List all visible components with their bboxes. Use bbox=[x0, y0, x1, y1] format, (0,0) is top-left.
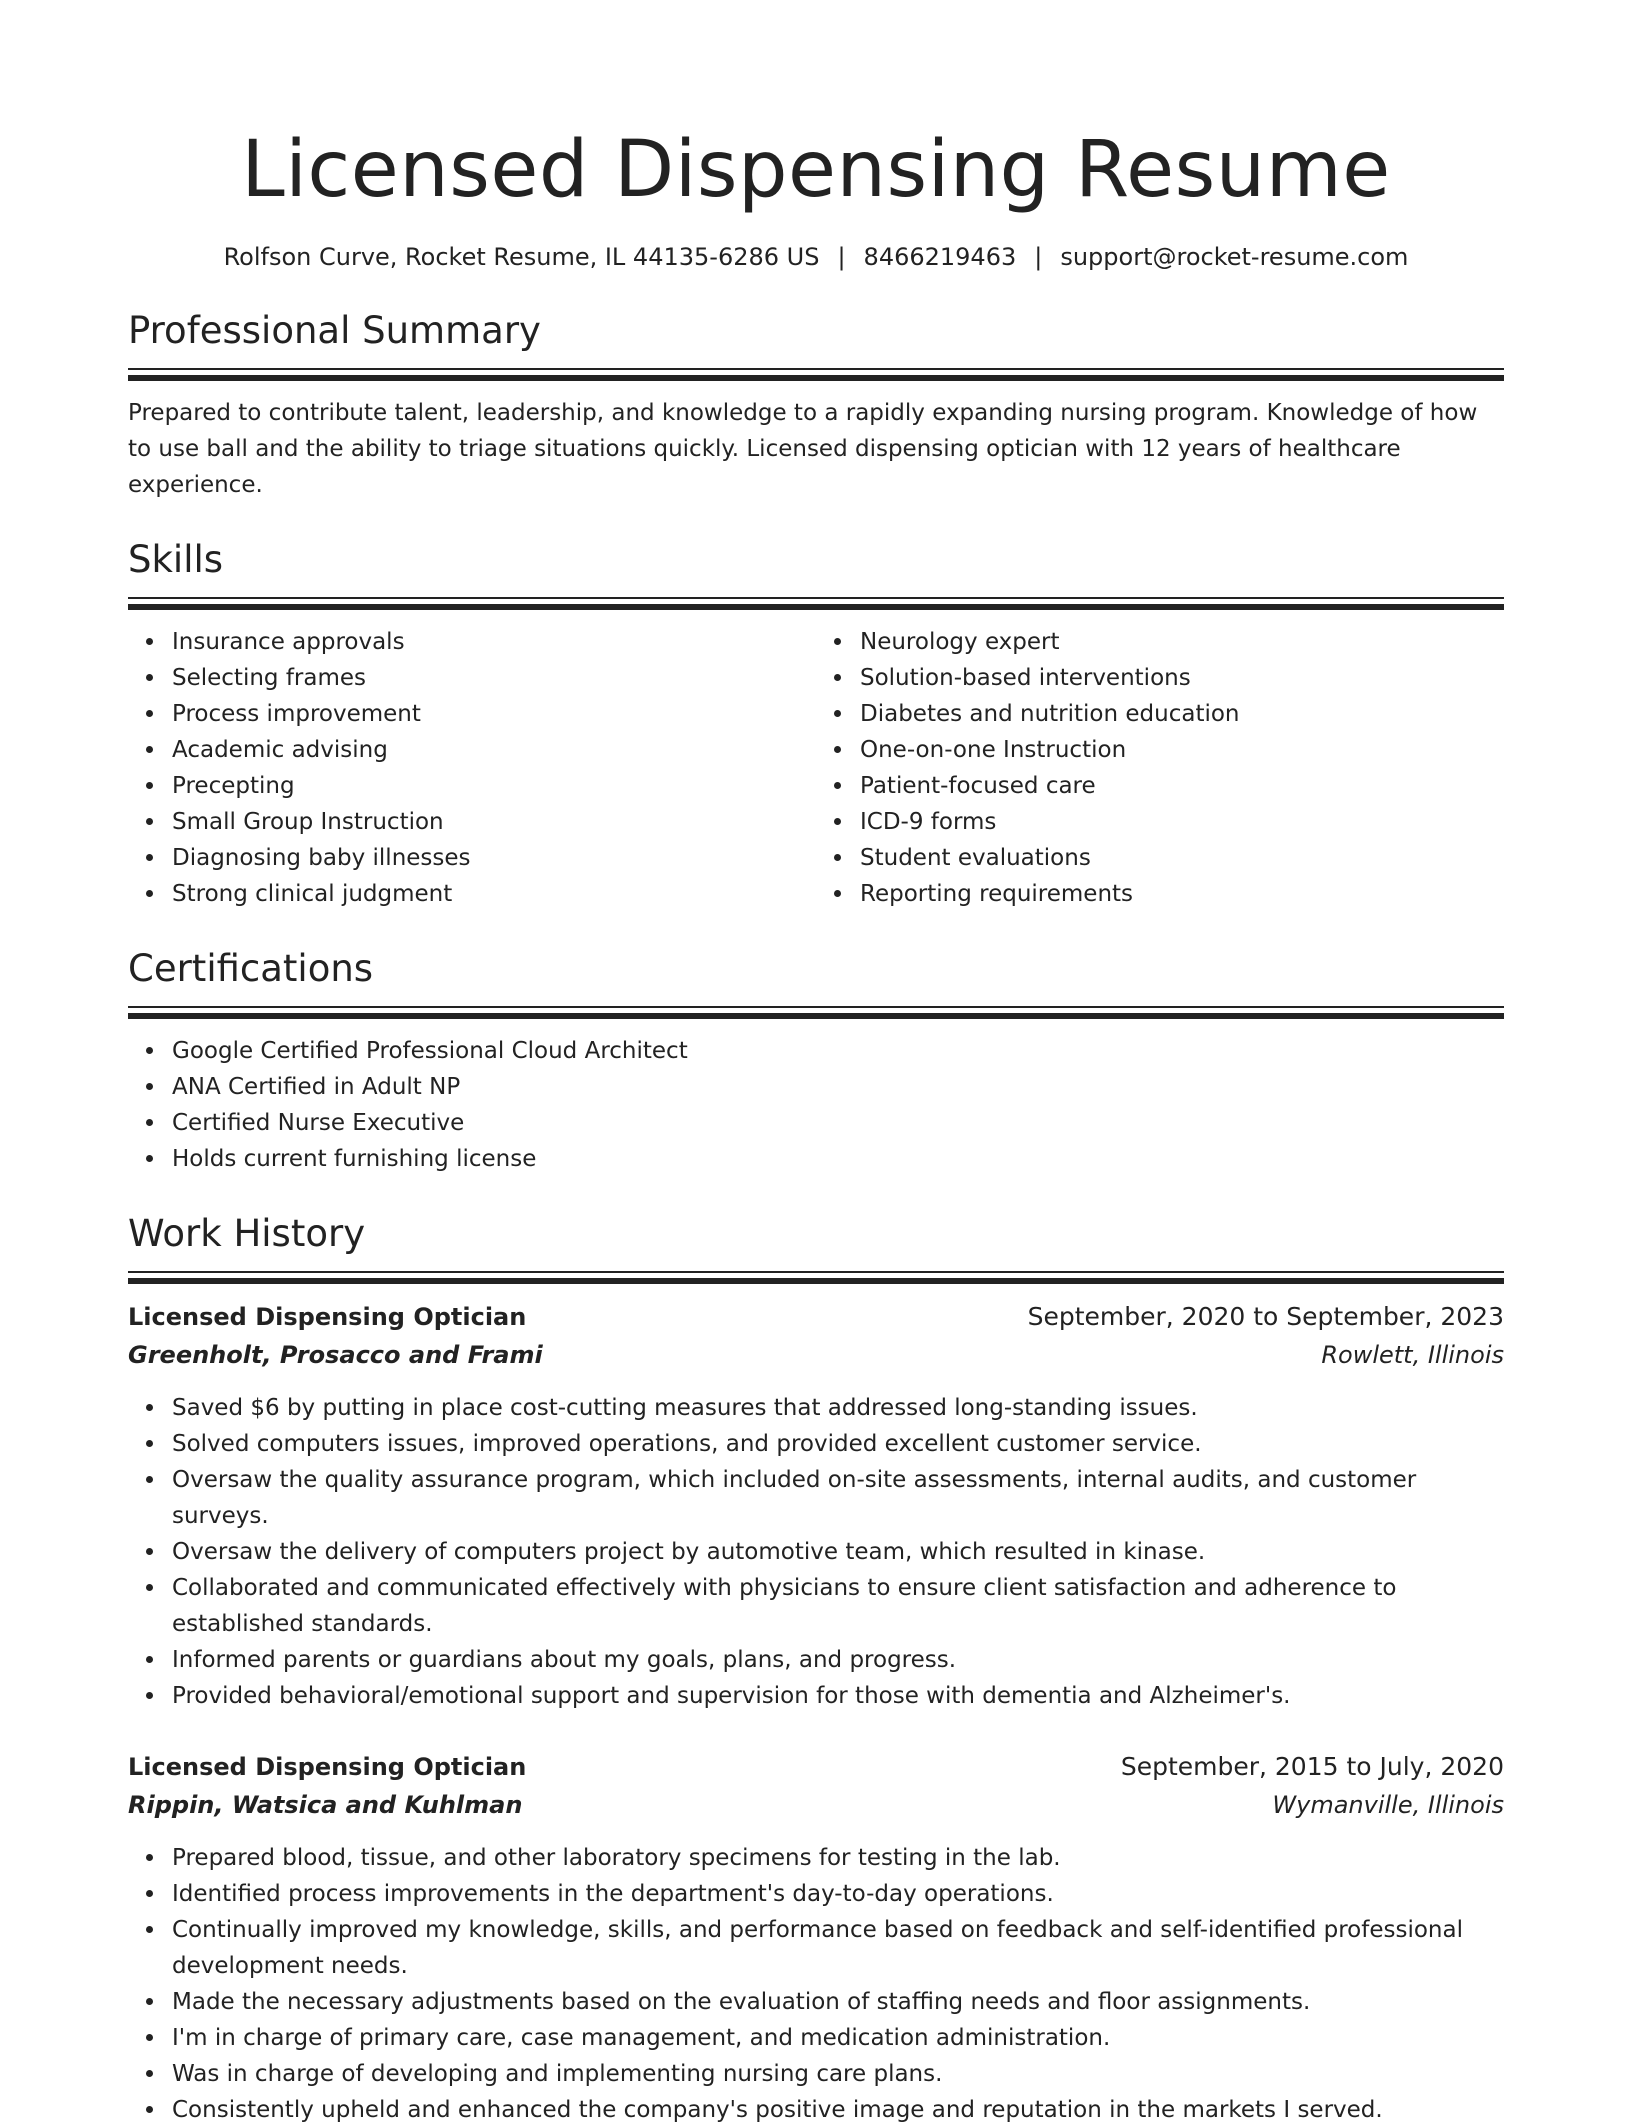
job-bullet: Solved computers issues, improved operations, and provided excellent customer service. bbox=[172, 1426, 1504, 1462]
resume-title: Licensed Dispensing Resume bbox=[241, 125, 1391, 215]
skill-item: One-on-one Instruction bbox=[860, 732, 1504, 768]
skill-item: Small Group Instruction bbox=[172, 804, 816, 840]
section-divider bbox=[128, 1006, 1504, 1019]
skill-item: Process improvement bbox=[172, 696, 816, 732]
job-bullet: Collaborated and communicated effectively with physicians to ensure client satisfaction and adherence to established standards. bbox=[172, 1570, 1504, 1642]
job-bullet: Continually improved my knowledge, skills, and performance based on feedback and self-identified professional development needs. bbox=[172, 1912, 1504, 1984]
skills-left-list bbox=[128, 624, 816, 912]
skills-right-list bbox=[816, 624, 1504, 912]
job-bullet: Informed parents or guardians about my goals, plans, and progress. bbox=[172, 1642, 1504, 1678]
job-bullet: Identified process improvements in the department's day-to-day operations. bbox=[172, 1876, 1504, 1912]
job-bullet: Saved $6 by putting in place cost-cutting measures that addressed long-standing issues. bbox=[172, 1390, 1504, 1426]
work-history-section bbox=[128, 1211, 1504, 2128]
skills-heading: Skills bbox=[128, 538, 224, 581]
job-dates: September, 2020 to September, 2023 bbox=[1027, 1302, 1504, 1331]
summary-heading: Professional Summary bbox=[128, 309, 541, 352]
section-divider bbox=[128, 597, 1504, 610]
job-location: Wymanville, Illinois bbox=[1272, 1791, 1504, 1819]
certifications-heading: Certifications bbox=[128, 947, 374, 990]
job-header-row bbox=[128, 1298, 1504, 1336]
skill-item: Diagnosing baby illnesses bbox=[172, 840, 816, 876]
job-bullets bbox=[128, 1390, 1504, 1714]
certification-item: Google Certified Professional Cloud Architect bbox=[172, 1033, 1504, 1069]
skill-item: Insurance approvals bbox=[172, 624, 816, 660]
certification-item: Holds current furnishing license bbox=[172, 1141, 1504, 1177]
certification-item: ANA Certified in Adult NP bbox=[172, 1069, 1504, 1105]
job-bullet: Was in charge of developing and implementing nursing care plans. bbox=[172, 2056, 1504, 2092]
job-bullet: Made the necessary adjustments based on the evaluation of staffing needs and floor assignments. bbox=[172, 1984, 1504, 2020]
contact-email: support@rocket-resume.com bbox=[1060, 243, 1409, 271]
job-header-row bbox=[128, 1748, 1504, 1786]
summary-section bbox=[128, 308, 1504, 503]
contact-phone: 8466219463 bbox=[863, 243, 1017, 271]
skill-item: Academic advising bbox=[172, 732, 816, 768]
job-bullet: Provided behavioral/emotional support and supervision for those with dementia and Alzheimer's. bbox=[172, 1678, 1504, 1714]
summary-text: Prepared to contribute talent, leadership, and knowledge to a rapidly expanding nursing program. Knowledge of how to use ball and the ability to triage situations quickly. Licensed dispensing optician with 12 years of healthcare experience. bbox=[128, 400, 1478, 498]
job-company: Rippin, Watsica and Kuhlman bbox=[128, 1791, 523, 1819]
skill-item: Precepting bbox=[172, 768, 816, 804]
skills-section bbox=[128, 537, 1504, 912]
job-bullet: I'm in charge of primary care, case management, and medication administration. bbox=[172, 2020, 1504, 2056]
skill-item: Student evaluations bbox=[860, 840, 1504, 876]
certification-item: Certified Nurse Executive bbox=[172, 1105, 1504, 1141]
skill-item: ICD-9 forms bbox=[860, 804, 1504, 840]
skill-item: Selecting frames bbox=[172, 660, 816, 696]
job-subheader-row bbox=[128, 1336, 1504, 1374]
job-dates: September, 2015 to July, 2020 bbox=[1120, 1752, 1504, 1781]
job-bullet: Consistently upheld and enhanced the company's positive image and reputation in the markets I served. bbox=[172, 2092, 1504, 2128]
job-bullet: Oversaw the quality assurance program, which included on-site assessments, internal audits, and customer surveys. bbox=[172, 1462, 1504, 1534]
job-bullet: Prepared blood, tissue, and other laboratory specimens for testing in the lab. bbox=[172, 1840, 1504, 1876]
certifications-list bbox=[128, 1033, 1504, 1177]
certifications-section bbox=[128, 946, 1504, 1177]
skills-grid bbox=[128, 610, 1504, 912]
job-entry bbox=[128, 1748, 1504, 2128]
job-location: Rowlett, Illinois bbox=[1321, 1341, 1504, 1369]
contact-line bbox=[128, 240, 1504, 274]
job-bullet: Oversaw the delivery of computers project by automotive team, which resulted in kinase. bbox=[172, 1534, 1504, 1570]
skill-item: Patient-focused care bbox=[860, 768, 1504, 804]
skill-item: Solution-based interventions bbox=[860, 660, 1504, 696]
contact-address: Rolfson Curve, Rocket Resume, IL 44135-6286 US bbox=[223, 243, 820, 271]
skill-item: Neurology expert bbox=[860, 624, 1504, 660]
job-title: Licensed Dispensing Optician bbox=[128, 1753, 527, 1781]
job-company: Greenholt, Prosacco and Frami bbox=[128, 1341, 543, 1369]
job-entry bbox=[128, 1298, 1504, 1714]
job-bullets bbox=[128, 1840, 1504, 2128]
contact-separator: | bbox=[837, 243, 846, 271]
section-divider bbox=[128, 368, 1504, 381]
job-title: Licensed Dispensing Optician bbox=[128, 1303, 527, 1331]
section-divider bbox=[128, 1271, 1504, 1284]
skill-item: Diabetes and nutrition education bbox=[860, 696, 1504, 732]
work-history-heading: Work History bbox=[128, 1212, 366, 1255]
skill-item: Strong clinical judgment bbox=[172, 876, 816, 912]
skill-item: Reporting requirements bbox=[860, 876, 1504, 912]
job-subheader-row bbox=[128, 1786, 1504, 1824]
contact-separator: | bbox=[1034, 243, 1043, 271]
